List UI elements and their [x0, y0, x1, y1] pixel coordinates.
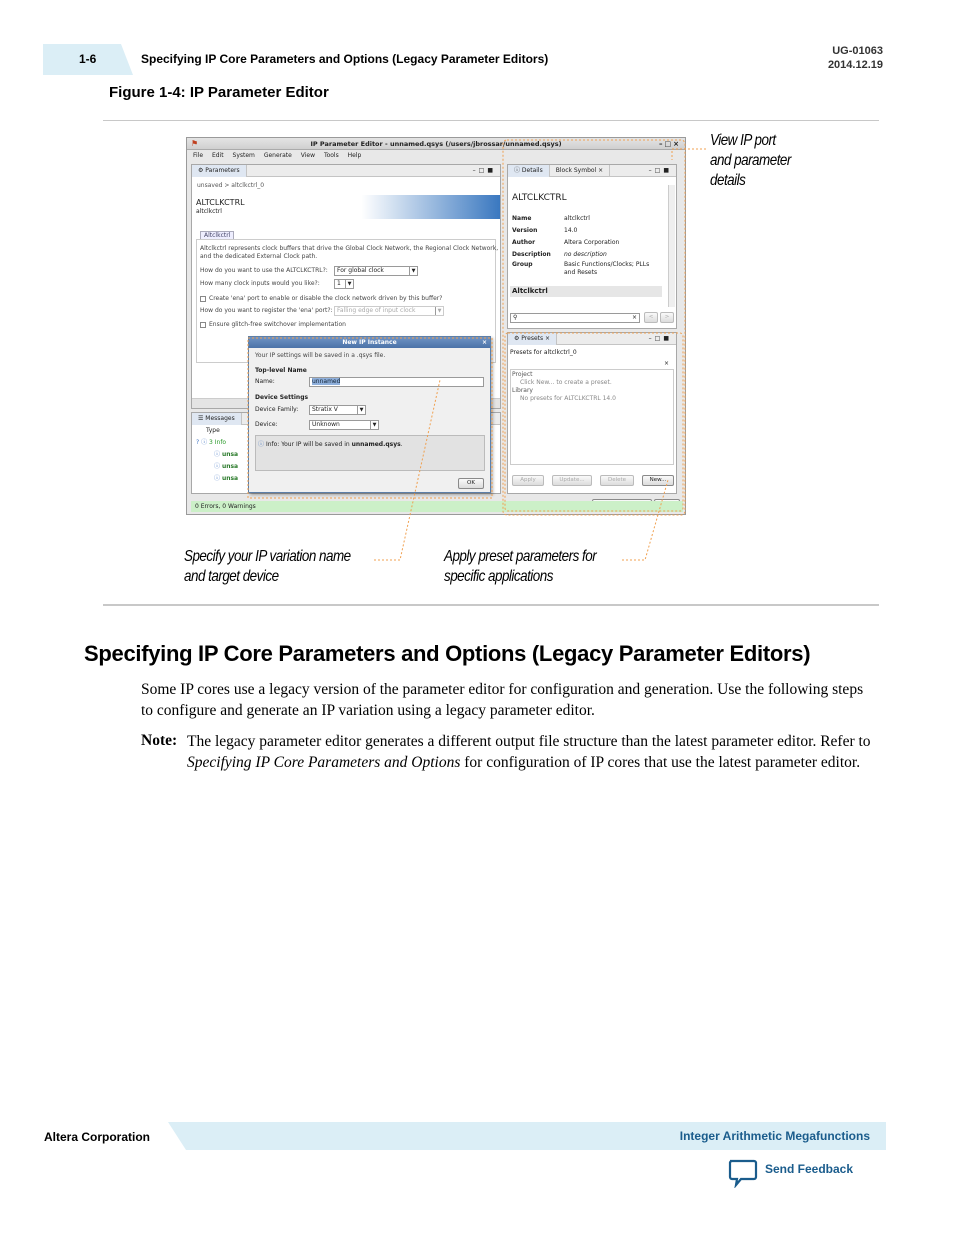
feedback-bubble-icon[interactable]	[727, 1158, 759, 1188]
menu-bar	[187, 150, 685, 161]
figure-top-rule	[103, 120, 879, 121]
count-select[interactable]: 1 ▼	[334, 279, 354, 289]
checkbox-icon	[200, 296, 206, 302]
presets-pane-header	[508, 333, 676, 345]
close-icon[interactable]: ×	[664, 360, 670, 367]
family-label: Device Family:	[255, 406, 299, 413]
chevron-down-icon: ▼	[357, 406, 365, 414]
device-heading: Device Settings	[255, 394, 309, 401]
family-select[interactable]: Stratix V ▼	[309, 405, 366, 415]
window-titlebar	[187, 138, 685, 150]
name-heading: Top-level Name	[255, 367, 307, 374]
status-bar: 0 Errors, 0 Warnings	[191, 501, 683, 512]
details-pane-header	[508, 165, 676, 177]
tab-parameters[interactable]: ⚙ Parameters	[192, 165, 247, 177]
prev-button[interactable]: <	[644, 312, 658, 323]
menu-tools[interactable]: Tools	[323, 152, 339, 159]
dialog-title: New IP Instance ×	[249, 337, 490, 348]
name-label: Name:	[255, 378, 275, 385]
note-label: Note:	[141, 732, 178, 749]
device-select[interactable]: Unknown ▼	[309, 420, 379, 430]
details-row: Group Basic Functions/Clocks; PLLs and Resets	[512, 261, 650, 276]
ena-checkbox[interactable]: Create 'ena' port to enable or disable the clock network driven by this buffer?	[200, 295, 442, 302]
clear-icon: ×	[631, 314, 637, 321]
message-row: ⓘ unsa	[214, 463, 239, 470]
info-icon: ⓘ	[214, 475, 221, 482]
search-icon: ⚲	[513, 314, 518, 321]
menu-edit[interactable]: Edit	[211, 152, 224, 159]
col-type: Type	[206, 427, 220, 434]
details-section: Altclkctrl	[510, 286, 662, 297]
menu-help[interactable]: Help	[347, 152, 362, 159]
tab-altclkctrl[interactable]: Altclkctrl	[200, 231, 234, 240]
doc-date: 2014.12.19	[827, 59, 883, 71]
presets-tree	[512, 371, 616, 403]
tab-block-symbol[interactable]: Block Symbol ×	[550, 165, 610, 177]
message-row: ? ⓘ 3 Info	[196, 439, 227, 446]
q-count-label: How many clock inputs would you like?:	[200, 280, 320, 287]
menu-generate[interactable]: Generate	[263, 152, 292, 159]
pane-controls-icon[interactable]: –□■	[648, 167, 672, 174]
window-controls-icon[interactable]: –□×	[659, 140, 681, 148]
reg-select[interactable]: Falling edge of input clock ▼	[334, 306, 444, 316]
q-reg-label: How do you want to register the 'ena' port?:	[200, 307, 333, 314]
presets-pane	[507, 332, 677, 494]
figure-bottom-rule	[103, 604, 879, 606]
info-icon: ⓘ	[258, 441, 265, 448]
info-icon: ⓘ	[214, 451, 221, 458]
delete-button[interactable]: Delete	[600, 475, 634, 486]
checkbox-icon	[200, 322, 206, 328]
core-description: Altclkctrl represents clock buffers that drive the Global Clock Network, the Regional Clock Network, and the dedicated External Clock path.	[200, 245, 499, 260]
chevron-down-icon: ▼	[345, 280, 353, 288]
chevron-down-icon: ▼	[409, 267, 417, 275]
name-input[interactable]: unnamed	[309, 377, 484, 387]
details-row: Description no description	[512, 251, 607, 258]
message-row: ⓘ unsa	[214, 475, 239, 482]
callout-presets: Apply preset parameters for specific applications	[444, 548, 597, 585]
message-row: ⓘ unsa	[214, 451, 239, 458]
footer-company: Altera Corporation	[44, 1130, 151, 1144]
tab-messages[interactable]: ☰ Messages	[192, 413, 242, 425]
ip-editor-screenshot	[186, 137, 686, 515]
tree-library: Library	[512, 387, 533, 394]
footer-doc-title[interactable]: Integer Arithmetic Megafunctions	[679, 1129, 870, 1143]
figure-caption: Figure 1-4: IP Parameter Editor	[109, 84, 329, 101]
pane-controls-icon[interactable]: –□■	[648, 335, 672, 342]
details-pane	[507, 164, 677, 329]
section-heading: Specifying IP Core Parameters and Options (Legacy Parameter Editors)	[84, 641, 811, 666]
details-title: ALTCLKCTRL	[512, 193, 567, 203]
info-icon: ⓘ	[214, 463, 221, 470]
details-search-input[interactable]	[510, 313, 640, 323]
device-label: Device:	[255, 421, 278, 428]
new-ip-instance-dialog	[248, 336, 491, 493]
v-scrollbar[interactable]	[668, 185, 675, 307]
tree-click-new: Click New... to create a preset.	[520, 379, 612, 386]
glitch-checkbox[interactable]: Ensure glitch-free switchover implementation	[200, 321, 346, 328]
tab-presets[interactable]: ⚙ Presets ×	[508, 333, 557, 345]
details-row: Version 14.0	[512, 227, 578, 234]
next-button[interactable]: >	[660, 312, 674, 323]
callout-variation: Specify your IP variation name and target device	[184, 548, 351, 585]
running-title: Specifying IP Core Parameters and Options (Legacy Parameter Editors)	[141, 52, 549, 66]
menu-view[interactable]: View	[300, 152, 316, 159]
details-table	[512, 213, 662, 277]
section-paragraph: Some IP cores use a legacy version of the parameter editor for configuration and generation. Use the following steps to configure and generate an IP variation using a legacy parameter editor.	[141, 681, 864, 719]
core-subtitle: altclkctrl	[196, 208, 222, 215]
breadcrumb: unsaved > altclkctrl_0	[197, 182, 265, 189]
window-title: IP Parameter Editor - unnamed.qsys (/users/jbrossar/unnamed.qsys)	[310, 140, 562, 148]
update-button[interactable]: Update...	[552, 475, 592, 486]
apply-button[interactable]: Apply	[512, 475, 544, 486]
details-row: Name altclkctrl	[512, 215, 590, 222]
callout-details: View IP port and parameter details	[710, 132, 791, 189]
presets-label: Presets for altclkctrl_0	[510, 349, 577, 356]
app-icon: ⚑	[191, 139, 199, 148]
note-text: The legacy parameter editor generates a different output file structure than the latest parameter editor. Refer to Specifying IP Core Parameters and Options for configuration of IP cores that use the latest parameter editor.	[187, 733, 871, 771]
details-row: Author Altera Corporation	[512, 239, 620, 246]
note-link[interactable]: Specifying IP Core Parameters and Options	[187, 753, 461, 771]
pane-controls-icon[interactable]: –□■	[472, 167, 496, 174]
send-feedback-link[interactable]: Send Feedback	[765, 1162, 854, 1176]
menu-file[interactable]: File	[193, 152, 204, 159]
core-title: ALTCLKCTRL	[196, 198, 245, 207]
tab-details[interactable]: ⓘ Details	[508, 165, 550, 177]
doc-id: UG-01063	[832, 45, 883, 57]
info-message: ⓘ Info: Your IP will be saved in unnamed.qsys.	[258, 441, 403, 448]
tree-project: Project	[512, 371, 533, 378]
use-select[interactable]: For global clock ▼	[334, 266, 418, 276]
menu-system[interactable]: System	[232, 152, 255, 159]
doc-info	[828, 44, 883, 72]
chevron-down-icon: ▼	[370, 421, 378, 429]
q-use-label: How do you want to use the ALTCLKCTRL?:	[200, 267, 328, 274]
dialog-intro: Your IP settings will be saved in a .qsys file.	[255, 352, 386, 359]
chevron-down-icon: ▼	[435, 307, 443, 315]
page-number: 1-6	[79, 52, 97, 66]
new-button[interactable]: New...	[642, 475, 674, 486]
ok-button[interactable]: OK	[458, 478, 484, 489]
tree-none: No presets for ALTCLKCTRL 14.0	[520, 395, 616, 402]
close-icon[interactable]: ×	[481, 339, 487, 346]
parameters-pane-header	[192, 165, 500, 177]
